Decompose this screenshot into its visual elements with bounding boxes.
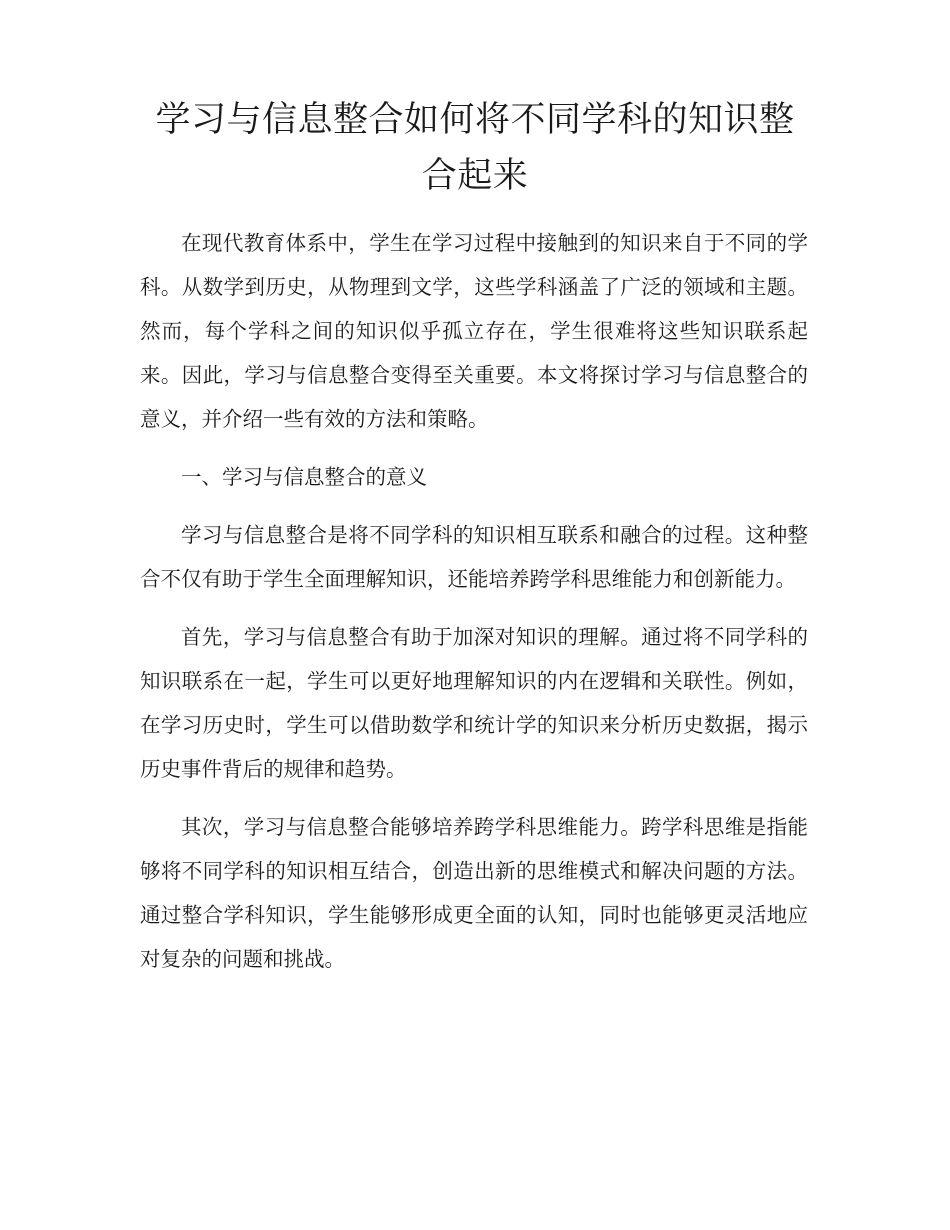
body-paragraph: 其次，学习与信息整合能够培养跨学科思维能力。跨学科思维是指能够将不同学科的知识相互结合，创造出新的思维模式和解决问题的方法。通过整合学科知识，学生能够形成更全面的认知，同时也能够更灵活地应对复杂的问题和挑战。: [140, 815, 808, 971]
section-heading: 一、学习与信息整合的意义: [181, 465, 427, 489]
body-paragraph: 首先，学习与信息整合有助于加深对知识的理解。通过将不同学科的知识联系在一起，学生可以更好地理解知识的内在逻辑和关联性。例如，在学习历史时，学生可以借助数学和统计学的知识来分析历史数据，揭示历史事件背后的规律和趋势。: [140, 625, 808, 781]
body-paragraph: 学习与信息整合是将不同学科的知识相互联系和融合的过程。这种整合不仅有助于学生全面理解知识，还能培养跨学科思维能力和创新能力。: [140, 523, 808, 591]
document-title: 学习与信息整合如何将不同学科的知识整合起来: [155, 100, 795, 196]
intro-paragraph: 在现代教育体系中，学生在学习过程中接触到的知识来自于不同的学科。从数学到历史，从物理到文学，这些学科涵盖了广泛的领域和主题。然而，每个学科之间的知识似乎孤立存在，学生很难将这些知识联系起来。因此，学习与信息整合变得至关重要。本文将探讨学习与信息整合的意义，并介绍一些有效的方法和策略。: [140, 231, 808, 431]
document-body: [140, 221, 808, 995]
